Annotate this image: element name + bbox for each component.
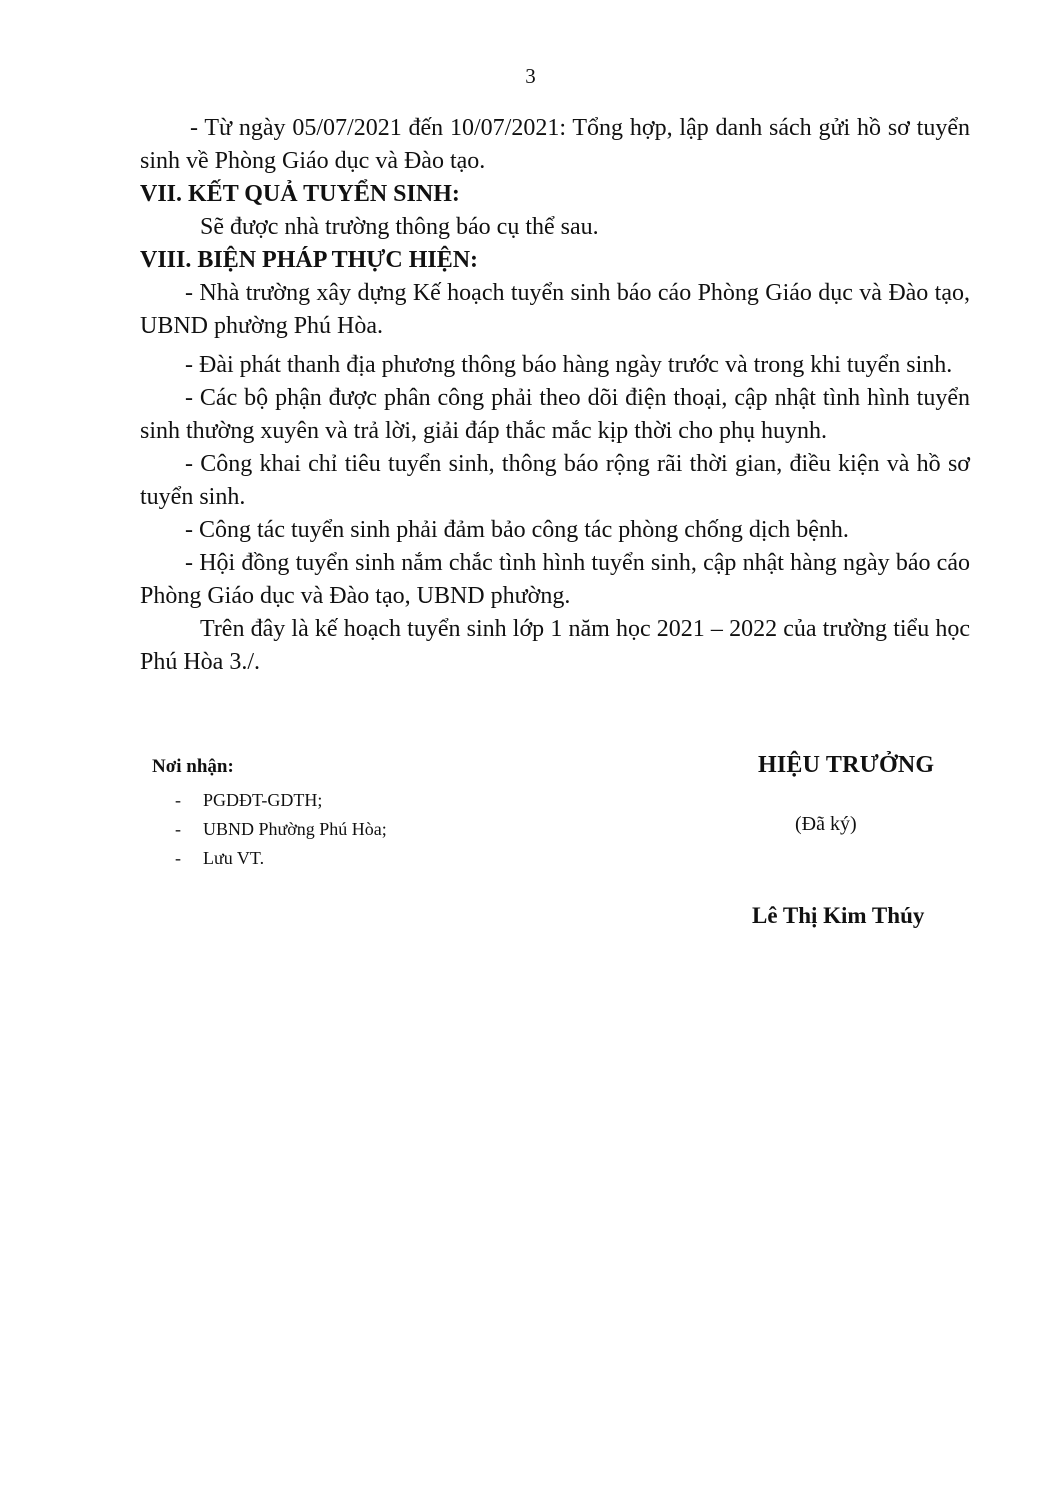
signature-title: HIỆU TRƯỞNG bbox=[758, 752, 935, 778]
paragraph-results: Sẽ được nhà trường thông báo cụ thể sau. bbox=[200, 214, 599, 240]
list-item bbox=[175, 844, 387, 873]
paragraph-conclusion: Trên đây là kế hoạch tuyển sinh lớp 1 năm học 2021 – 2022 của trường tiểu học Phú Hòa 3./. bbox=[140, 616, 970, 675]
signer-name: Lê Thị Kim Thúy bbox=[752, 903, 925, 928]
recipient-label: Lưu VT. bbox=[203, 848, 265, 868]
signature-note: (Đã ký) bbox=[795, 813, 857, 835]
paragraph-measure-5: - Công tác tuyển sinh phải đảm bảo công tác phòng chống dịch bệnh. bbox=[185, 517, 849, 543]
list-item bbox=[175, 786, 387, 815]
page-number: 3 bbox=[525, 64, 536, 88]
paragraph-measure-3: - Các bộ phận được phân công phải theo dõi điện thoại, cập nhật tình hình tuyển sinh thường xuyên và trả lời, giải đáp thắc mắc kịp thời cho phụ huynh. bbox=[140, 385, 970, 444]
list-dash: - bbox=[175, 848, 181, 868]
recipients-title: Nơi nhận: bbox=[152, 756, 234, 777]
list-dash: - bbox=[175, 790, 181, 810]
recipients-list bbox=[175, 786, 387, 873]
list-item bbox=[175, 815, 387, 844]
paragraph-measure-1: - Nhà trường xây dựng Kế hoạch tuyển sinh báo cáo Phòng Giáo dục và Đào tạo, UBND phường Phú Hòa. bbox=[140, 280, 970, 339]
paragraph-measure-4: - Công khai chỉ tiêu tuyển sinh, thông báo rộng rãi thời gian, điều kiện và hồ sơ tuyển sinh. bbox=[140, 451, 970, 510]
heading-section-7: VII. KẾT QUẢ TUYỂN SINH: bbox=[140, 181, 460, 207]
paragraph-measure-6: - Hội đồng tuyển sinh nắm chắc tình hình tuyển sinh, cập nhật hàng ngày báo cáo Phòng Giáo dục và Đào tạo, UBND phường. bbox=[140, 550, 970, 609]
recipient-label: UBND Phường Phú Hòa; bbox=[203, 819, 387, 839]
paragraph-timeline: - Từ ngày 05/07/2021 đến 10/07/2021: Tổng hợp, lập danh sách gửi hồ sơ tuyển sinh về Phòng Giáo dục và Đào tạo. bbox=[140, 115, 970, 174]
list-dash: - bbox=[175, 819, 181, 839]
paragraph-measure-2: - Đài phát thanh địa phương thông báo hàng ngày trước và trong khi tuyển sinh. bbox=[185, 352, 953, 378]
heading-section-8: VIII. BIỆN PHÁP THỰC HIỆN: bbox=[140, 247, 479, 273]
document-body bbox=[140, 112, 970, 679]
recipient-label: PGDĐT-GDTH; bbox=[203, 790, 323, 810]
